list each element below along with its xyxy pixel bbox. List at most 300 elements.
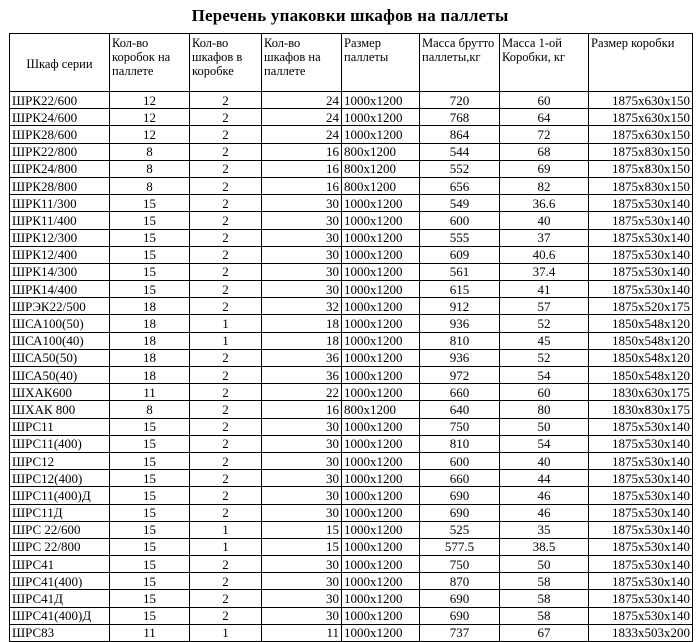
cell-cabinets-per-pallet: 30 <box>262 573 342 590</box>
cell-cabinets-per-pallet: 30 <box>262 435 342 452</box>
cell-box-weight: 72 <box>500 126 589 143</box>
cell-pallet-size: 1000x1200 <box>342 229 420 246</box>
cell-gross-weight: 555 <box>420 229 500 246</box>
cell-pallet-size: 1000x1200 <box>342 487 420 504</box>
cell-box-size: 1875x530x140 <box>589 246 693 263</box>
cell-gross-weight: 768 <box>420 109 500 126</box>
cell-pallet-size: 1000x1200 <box>342 92 420 109</box>
cell-cabinets-per-pallet: 18 <box>262 315 342 332</box>
cell-cabinet-series: ШРС83 <box>10 624 110 641</box>
col-header-box-weight: Масса 1-ой Коробки, кг <box>500 34 589 92</box>
cell-cabinets-per-pallet: 30 <box>262 229 342 246</box>
cell-gross-weight: 615 <box>420 281 500 298</box>
cell-cabinets-per-pallet: 15 <box>262 521 342 538</box>
cell-cabinets-per-box: 2 <box>190 212 262 229</box>
cell-box-size: 1875x530x140 <box>589 229 693 246</box>
cell-cabinets-per-pallet: 30 <box>262 504 342 521</box>
cell-box-size: 1875x530x140 <box>589 435 693 452</box>
cell-pallet-size: 800x1200 <box>342 401 420 418</box>
cell-box-weight: 37 <box>500 229 589 246</box>
cell-cabinet-series: ШХАК600 <box>10 384 110 401</box>
col-header-gross-weight: Масса брутто паллеты,кг <box>420 34 500 92</box>
cell-pallet-size: 1000x1200 <box>342 298 420 315</box>
cell-boxes-per-pallet: 15 <box>110 229 190 246</box>
cell-gross-weight: 864 <box>420 126 500 143</box>
table-row <box>10 332 693 349</box>
cell-box-weight: 44 <box>500 470 589 487</box>
cell-boxes-per-pallet: 11 <box>110 624 190 641</box>
cell-boxes-per-pallet: 12 <box>110 126 190 143</box>
cell-cabinets-per-pallet: 30 <box>262 246 342 263</box>
cell-box-weight: 40 <box>500 452 589 469</box>
cell-cabinets-per-pallet: 30 <box>262 212 342 229</box>
cell-boxes-per-pallet: 12 <box>110 92 190 109</box>
cell-gross-weight: 936 <box>420 349 500 366</box>
cell-cabinet-series: ШРС11(400) <box>10 435 110 452</box>
cell-cabinet-series: ШРС12 <box>10 452 110 469</box>
cell-cabinet-series: ШСА50(40) <box>10 367 110 384</box>
cell-box-size: 1875x530x140 <box>589 195 693 212</box>
cell-cabinets-per-pallet: 30 <box>262 487 342 504</box>
cell-cabinets-per-box: 2 <box>190 349 262 366</box>
cell-pallet-size: 1000x1200 <box>342 263 420 280</box>
table-row <box>10 556 693 573</box>
cell-box-size: 1850x548x120 <box>589 367 693 384</box>
cell-box-weight: 36.6 <box>500 195 589 212</box>
table-row <box>10 538 693 555</box>
cell-box-size: 1875x530x140 <box>589 418 693 435</box>
cell-boxes-per-pallet: 8 <box>110 160 190 177</box>
cell-boxes-per-pallet: 15 <box>110 590 190 607</box>
cell-cabinets-per-pallet: 11 <box>262 624 342 641</box>
cell-cabinet-series: ШРС11 <box>10 418 110 435</box>
table-row <box>10 573 693 590</box>
cell-gross-weight: 690 <box>420 504 500 521</box>
table-row <box>10 126 693 143</box>
cell-cabinet-series: ШРС12(400) <box>10 470 110 487</box>
cell-boxes-per-pallet: 15 <box>110 281 190 298</box>
cell-box-size: 1875x530x140 <box>589 504 693 521</box>
cell-cabinet-series: ШРС11(400)Д <box>10 487 110 504</box>
cell-box-weight: 46 <box>500 487 589 504</box>
cell-cabinets-per-box: 2 <box>190 298 262 315</box>
cell-box-weight: 82 <box>500 177 589 194</box>
cell-pallet-size: 1000x1200 <box>342 556 420 573</box>
cell-pallet-size: 1000x1200 <box>342 384 420 401</box>
cell-cabinets-per-pallet: 16 <box>262 160 342 177</box>
cell-boxes-per-pallet: 18 <box>110 332 190 349</box>
table-row <box>10 281 693 298</box>
cell-box-weight: 58 <box>500 573 589 590</box>
cell-cabinets-per-box: 2 <box>190 607 262 624</box>
cell-boxes-per-pallet: 15 <box>110 504 190 521</box>
cell-pallet-size: 1000x1200 <box>342 452 420 469</box>
cell-cabinets-per-pallet: 30 <box>262 556 342 573</box>
cell-box-weight: 37.4 <box>500 263 589 280</box>
cell-box-size: 1875x530x140 <box>589 590 693 607</box>
cell-box-size: 1875x630x150 <box>589 92 693 109</box>
cell-pallet-size: 1000x1200 <box>342 367 420 384</box>
cell-box-size: 1830x630x175 <box>589 384 693 401</box>
cell-cabinets-per-pallet: 30 <box>262 195 342 212</box>
col-header-pallet-size: Размер паллеты <box>342 34 420 92</box>
cell-cabinets-per-pallet: 30 <box>262 281 342 298</box>
cell-gross-weight: 690 <box>420 607 500 624</box>
cell-boxes-per-pallet: 18 <box>110 298 190 315</box>
table-row <box>10 590 693 607</box>
cell-pallet-size: 800x1200 <box>342 143 420 160</box>
cell-cabinets-per-pallet: 16 <box>262 401 342 418</box>
cell-box-size: 1875x530x140 <box>589 521 693 538</box>
cell-boxes-per-pallet: 18 <box>110 315 190 332</box>
cell-box-size: 1875x530x140 <box>589 212 693 229</box>
cell-box-weight: 35 <box>500 521 589 538</box>
cell-cabinets-per-box: 2 <box>190 590 262 607</box>
cell-cabinets-per-box: 2 <box>190 246 262 263</box>
cell-cabinets-per-pallet: 30 <box>262 452 342 469</box>
cell-pallet-size: 1000x1200 <box>342 315 420 332</box>
cell-box-weight: 80 <box>500 401 589 418</box>
cell-cabinets-per-box: 1 <box>190 624 262 641</box>
cell-cabinets-per-pallet: 24 <box>262 126 342 143</box>
cell-pallet-size: 1000x1200 <box>342 332 420 349</box>
table-row <box>10 315 693 332</box>
cell-boxes-per-pallet: 18 <box>110 367 190 384</box>
cell-pallet-size: 1000x1200 <box>342 470 420 487</box>
cell-cabinet-series: ШРК28/800 <box>10 177 110 194</box>
cell-gross-weight: 720 <box>420 92 500 109</box>
cell-gross-weight: 600 <box>420 212 500 229</box>
cell-pallet-size: 1000x1200 <box>342 504 420 521</box>
cell-boxes-per-pallet: 15 <box>110 556 190 573</box>
cell-boxes-per-pallet: 15 <box>110 435 190 452</box>
cell-cabinets-per-box: 2 <box>190 126 262 143</box>
cell-box-weight: 45 <box>500 332 589 349</box>
cell-cabinet-series: ШРК14/300 <box>10 263 110 280</box>
cell-cabinet-series: ШРК28/600 <box>10 126 110 143</box>
cell-box-weight: 54 <box>500 367 589 384</box>
cell-boxes-per-pallet: 15 <box>110 470 190 487</box>
cell-boxes-per-pallet: 15 <box>110 573 190 590</box>
cell-boxes-per-pallet: 15 <box>110 246 190 263</box>
cell-cabinet-series: ШРС 22/800 <box>10 538 110 555</box>
table-row <box>10 607 693 624</box>
table-row <box>10 246 693 263</box>
cell-cabinets-per-box: 2 <box>190 367 262 384</box>
cell-cabinet-series: ШРК24/600 <box>10 109 110 126</box>
cell-box-size: 1850x548x120 <box>589 315 693 332</box>
cell-gross-weight: 810 <box>420 332 500 349</box>
cell-gross-weight: 640 <box>420 401 500 418</box>
cell-gross-weight: 690 <box>420 487 500 504</box>
cell-cabinet-series: ШРЭК22/500 <box>10 298 110 315</box>
cell-cabinets-per-box: 2 <box>190 384 262 401</box>
cell-cabinets-per-box: 2 <box>190 573 262 590</box>
cell-pallet-size: 1000x1200 <box>342 573 420 590</box>
table-header <box>10 34 693 92</box>
table-row <box>10 177 693 194</box>
cell-box-weight: 68 <box>500 143 589 160</box>
cell-box-weight: 41 <box>500 281 589 298</box>
cell-gross-weight: 609 <box>420 246 500 263</box>
table-row <box>10 263 693 280</box>
cell-box-weight: 52 <box>500 349 589 366</box>
cell-cabinets-per-box: 2 <box>190 452 262 469</box>
cell-pallet-size: 1000x1200 <box>342 538 420 555</box>
table-row <box>10 452 693 469</box>
table-row <box>10 349 693 366</box>
table-row <box>10 624 693 641</box>
col-header-cabinet-series: Шкаф серии <box>10 34 110 92</box>
cell-cabinet-series: ШРК11/400 <box>10 212 110 229</box>
cell-cabinets-per-box: 2 <box>190 143 262 160</box>
table-row <box>10 92 693 109</box>
table-row <box>10 521 693 538</box>
cell-cabinets-per-box: 2 <box>190 263 262 280</box>
cell-cabinets-per-pallet: 30 <box>262 263 342 280</box>
cell-cabinet-series: ШРС41Д <box>10 590 110 607</box>
cell-cabinet-series: ШРК14/400 <box>10 281 110 298</box>
cell-boxes-per-pallet: 8 <box>110 401 190 418</box>
cell-box-size: 1850x548x120 <box>589 332 693 349</box>
col-header-cabinets-per-pallet: Кол-во шкафов на паллете <box>262 34 342 92</box>
cell-box-size: 1875x530x140 <box>589 556 693 573</box>
cell-cabinet-series: ШСА100(40) <box>10 332 110 349</box>
cell-box-size: 1875x530x140 <box>589 263 693 280</box>
cell-cabinets-per-box: 1 <box>190 521 262 538</box>
cell-pallet-size: 1000x1200 <box>342 195 420 212</box>
cell-cabinets-per-pallet: 30 <box>262 590 342 607</box>
cell-boxes-per-pallet: 8 <box>110 177 190 194</box>
cell-cabinet-series: ШХАК 800 <box>10 401 110 418</box>
table-row <box>10 367 693 384</box>
cell-cabinets-per-box: 2 <box>190 177 262 194</box>
cell-cabinets-per-box: 2 <box>190 281 262 298</box>
cell-box-weight: 50 <box>500 556 589 573</box>
cell-gross-weight: 912 <box>420 298 500 315</box>
cell-cabinets-per-pallet: 36 <box>262 349 342 366</box>
cell-pallet-size: 1000x1200 <box>342 109 420 126</box>
cell-pallet-size: 800x1200 <box>342 160 420 177</box>
cell-boxes-per-pallet: 15 <box>110 212 190 229</box>
header-row <box>10 34 693 92</box>
cell-cabinets-per-pallet: 24 <box>262 92 342 109</box>
cell-boxes-per-pallet: 15 <box>110 487 190 504</box>
cell-boxes-per-pallet: 15 <box>110 607 190 624</box>
table-row <box>10 160 693 177</box>
cell-boxes-per-pallet: 15 <box>110 521 190 538</box>
cell-cabinets-per-pallet: 16 <box>262 177 342 194</box>
cell-pallet-size: 1000x1200 <box>342 624 420 641</box>
cell-cabinets-per-box: 2 <box>190 435 262 452</box>
cell-box-weight: 54 <box>500 435 589 452</box>
cell-gross-weight: 577.5 <box>420 538 500 555</box>
cell-box-weight: 38.5 <box>500 538 589 555</box>
cell-box-weight: 40 <box>500 212 589 229</box>
cell-pallet-size: 1000x1200 <box>342 281 420 298</box>
table-row <box>10 470 693 487</box>
cell-box-size: 1875x830x150 <box>589 143 693 160</box>
cell-gross-weight: 750 <box>420 418 500 435</box>
cell-gross-weight: 552 <box>420 160 500 177</box>
cell-cabinets-per-pallet: 36 <box>262 367 342 384</box>
cell-box-size: 1850x548x120 <box>589 349 693 366</box>
cell-boxes-per-pallet: 8 <box>110 143 190 160</box>
cell-cabinets-per-pallet: 32 <box>262 298 342 315</box>
table-row <box>10 384 693 401</box>
cell-box-size: 1875x530x140 <box>589 452 693 469</box>
cell-cabinet-series: ШРС41(400)Д <box>10 607 110 624</box>
cell-cabinets-per-pallet: 30 <box>262 418 342 435</box>
cell-box-weight: 60 <box>500 384 589 401</box>
cell-gross-weight: 656 <box>420 177 500 194</box>
cell-cabinets-per-box: 2 <box>190 418 262 435</box>
cell-box-weight: 58 <box>500 590 589 607</box>
cell-cabinets-per-pallet: 30 <box>262 607 342 624</box>
cell-gross-weight: 690 <box>420 590 500 607</box>
cell-box-size: 1833x503x200 <box>589 624 693 641</box>
cell-pallet-size: 1000x1200 <box>342 246 420 263</box>
cell-box-weight: 58 <box>500 607 589 624</box>
cell-boxes-per-pallet: 12 <box>110 109 190 126</box>
cell-cabinets-per-box: 2 <box>190 92 262 109</box>
table-body <box>10 92 693 642</box>
cell-box-size: 1875x630x150 <box>589 126 693 143</box>
col-header-cabinets-per-box: Кол-во шкафов в коробке <box>190 34 262 92</box>
cell-cabinets-per-box: 2 <box>190 487 262 504</box>
cell-gross-weight: 525 <box>420 521 500 538</box>
cell-pallet-size: 1000x1200 <box>342 607 420 624</box>
cell-gross-weight: 561 <box>420 263 500 280</box>
cell-gross-weight: 870 <box>420 573 500 590</box>
cell-box-size: 1875x530x140 <box>589 470 693 487</box>
cell-gross-weight: 737 <box>420 624 500 641</box>
cell-cabinets-per-pallet: 16 <box>262 143 342 160</box>
table-row <box>10 229 693 246</box>
table-row <box>10 298 693 315</box>
packaging-table <box>9 33 693 642</box>
cell-box-size: 1875x530x140 <box>589 281 693 298</box>
cell-box-size: 1875x830x150 <box>589 160 693 177</box>
col-header-boxes-per-pallet: Кол-во коробок на паллете <box>110 34 190 92</box>
cell-box-weight: 52 <box>500 315 589 332</box>
cell-cabinets-per-box: 2 <box>190 504 262 521</box>
cell-cabinets-per-box: 2 <box>190 470 262 487</box>
cell-boxes-per-pallet: 15 <box>110 452 190 469</box>
cell-box-size: 1875x530x140 <box>589 573 693 590</box>
cell-boxes-per-pallet: 18 <box>110 349 190 366</box>
cell-box-weight: 64 <box>500 109 589 126</box>
cell-box-size: 1875x530x140 <box>589 607 693 624</box>
cell-pallet-size: 1000x1200 <box>342 590 420 607</box>
cell-pallet-size: 1000x1200 <box>342 435 420 452</box>
cell-box-weight: 60 <box>500 92 589 109</box>
cell-pallet-size: 1000x1200 <box>342 349 420 366</box>
cell-cabinet-series: ШРК12/400 <box>10 246 110 263</box>
cell-gross-weight: 660 <box>420 384 500 401</box>
table-row <box>10 504 693 521</box>
cell-cabinet-series: ШРК22/600 <box>10 92 110 109</box>
cell-cabinets-per-pallet: 30 <box>262 470 342 487</box>
cell-cabinet-series: ШРК22/800 <box>10 143 110 160</box>
cell-cabinet-series: ШРС41(400) <box>10 573 110 590</box>
cell-box-size: 1875x530x140 <box>589 538 693 555</box>
table-row <box>10 109 693 126</box>
table-row <box>10 212 693 229</box>
cell-cabinets-per-pallet: 15 <box>262 538 342 555</box>
cell-gross-weight: 600 <box>420 452 500 469</box>
cell-box-weight: 69 <box>500 160 589 177</box>
cell-gross-weight: 544 <box>420 143 500 160</box>
cell-pallet-size: 1000x1200 <box>342 418 420 435</box>
cell-cabinet-series: ШРК24/800 <box>10 160 110 177</box>
cell-boxes-per-pallet: 11 <box>110 384 190 401</box>
cell-cabinets-per-pallet: 18 <box>262 332 342 349</box>
table-row <box>10 435 693 452</box>
cell-cabinet-series: ШРС11Д <box>10 504 110 521</box>
page-title: Перечень упаковки шкафов на паллеты <box>191 6 509 25</box>
table-row <box>10 487 693 504</box>
cell-pallet-size: 800x1200 <box>342 177 420 194</box>
cell-box-weight: 40.6 <box>500 246 589 263</box>
cell-cabinets-per-box: 1 <box>190 315 262 332</box>
cell-cabinet-series: ШРК12/300 <box>10 229 110 246</box>
cell-cabinet-series: ШРК11/300 <box>10 195 110 212</box>
cell-gross-weight: 750 <box>420 556 500 573</box>
cell-gross-weight: 936 <box>420 315 500 332</box>
cell-cabinets-per-box: 2 <box>190 229 262 246</box>
cell-gross-weight: 660 <box>420 470 500 487</box>
cell-pallet-size: 1000x1200 <box>342 212 420 229</box>
cell-cabinets-per-box: 2 <box>190 160 262 177</box>
cell-gross-weight: 972 <box>420 367 500 384</box>
cell-gross-weight: 549 <box>420 195 500 212</box>
table-row <box>10 143 693 160</box>
cell-box-size: 1875x630x150 <box>589 109 693 126</box>
cell-boxes-per-pallet: 15 <box>110 195 190 212</box>
cell-cabinets-per-box: 2 <box>190 109 262 126</box>
cell-box-size: 1875x530x140 <box>589 487 693 504</box>
cell-box-size: 1875x830x150 <box>589 177 693 194</box>
cell-cabinets-per-box: 1 <box>190 332 262 349</box>
cell-box-weight: 67 <box>500 624 589 641</box>
cell-cabinet-series: ШРС41 <box>10 556 110 573</box>
cell-cabinets-per-box: 2 <box>190 401 262 418</box>
cell-box-weight: 50 <box>500 418 589 435</box>
cell-box-size: 1830x830x175 <box>589 401 693 418</box>
table-row <box>10 195 693 212</box>
table-row <box>10 401 693 418</box>
cell-boxes-per-pallet: 15 <box>110 263 190 280</box>
cell-cabinets-per-box: 2 <box>190 556 262 573</box>
cell-gross-weight: 810 <box>420 435 500 452</box>
col-header-box-size: Размер коробки <box>589 34 693 92</box>
cell-box-weight: 46 <box>500 504 589 521</box>
cell-boxes-per-pallet: 15 <box>110 418 190 435</box>
cell-cabinets-per-pallet: 24 <box>262 109 342 126</box>
cell-cabinet-series: ШСА100(50) <box>10 315 110 332</box>
cell-cabinets-per-box: 2 <box>190 195 262 212</box>
cell-box-weight: 57 <box>500 298 589 315</box>
cell-cabinets-per-pallet: 22 <box>262 384 342 401</box>
cell-boxes-per-pallet: 15 <box>110 538 190 555</box>
cell-pallet-size: 1000x1200 <box>342 126 420 143</box>
cell-cabinet-series: ШСА50(50) <box>10 349 110 366</box>
cell-cabinets-per-box: 1 <box>190 538 262 555</box>
table-row <box>10 418 693 435</box>
cell-pallet-size: 1000x1200 <box>342 521 420 538</box>
cell-box-size: 1875x520x175 <box>589 298 693 315</box>
